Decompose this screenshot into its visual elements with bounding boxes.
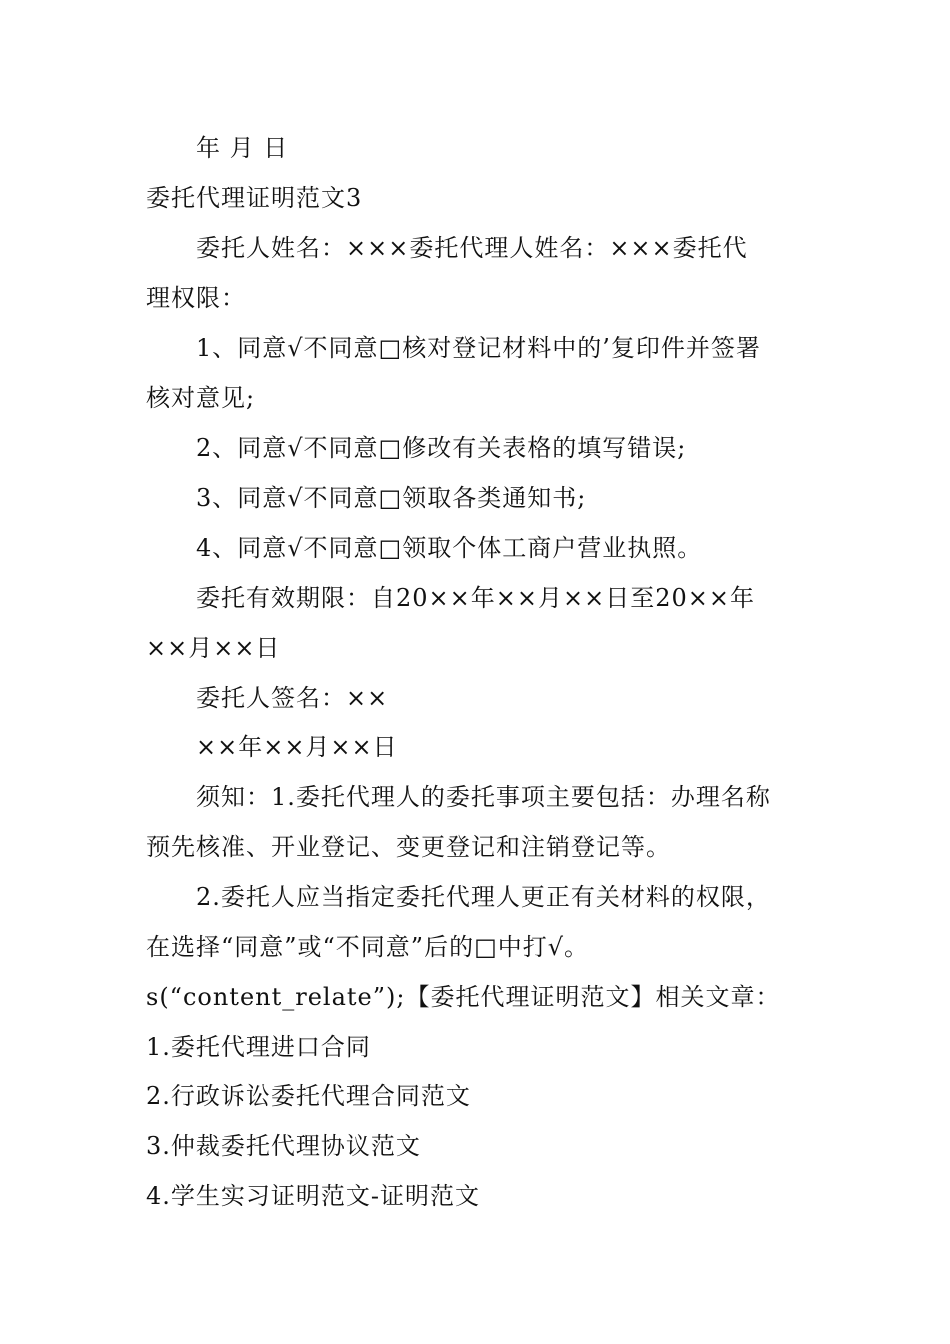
notice-1-line-1: 须知：1.委托代理人的委托事项主要包括：办理名称 — [196, 783, 771, 811]
validity-line-2: ××月××日 — [146, 634, 281, 662]
authority-item-1-line-2: 核对意见; — [146, 384, 256, 412]
signature-line: 委托人签名：×× — [196, 684, 389, 712]
section-heading: 委托代理证明范文3 — [146, 184, 363, 212]
notice-2-line-1: 2.委托人应当指定委托代理人更正有关材料的权限， — [196, 883, 771, 911]
related-article-link[interactable]: 3.仲裁委托代理协议范文 — [146, 1132, 421, 1160]
authority-item-1-line-1: 1、同意√不同意□核对登记材料中的’复印件并签署 — [196, 334, 761, 362]
authority-item-2: 2、同意√不同意□修改有关表格的填写错误; — [196, 434, 687, 462]
related-article-link[interactable]: 1.委托代理进口合同 — [146, 1033, 371, 1061]
notice-1-line-2: 预先核准、开业登记、变更登记和注销登记等。 — [146, 833, 671, 861]
notice-2-line-2: 在选择“同意”或“不同意”后的□中打√。 — [146, 933, 590, 961]
authority-item-4: 4、同意√不同意□领取个体工商户营业执照。 — [196, 534, 703, 562]
date-line: 年 月 日 — [196, 134, 289, 162]
related-article-link[interactable]: 4.学生实习证明范文-证明范文 — [146, 1182, 481, 1210]
authority-item-3: 3、同意√不同意□领取各类通知书; — [196, 484, 587, 512]
related-articles-header: s(“content_relate”);【委托代理证明范文】相关文章： — [146, 983, 781, 1011]
principal-line-1: 委托人姓名：×××委托代理人姓名：×××委托代 — [196, 234, 748, 262]
sign-date-line: ××年××月××日 — [196, 733, 398, 761]
validity-line-1: 委托有效期限：自20××年××月××日至20××年 — [196, 584, 755, 612]
principal-line-2: 理权限： — [146, 284, 246, 312]
related-article-link[interactable]: 2.行政诉讼委托代理合同范文 — [146, 1082, 471, 1110]
